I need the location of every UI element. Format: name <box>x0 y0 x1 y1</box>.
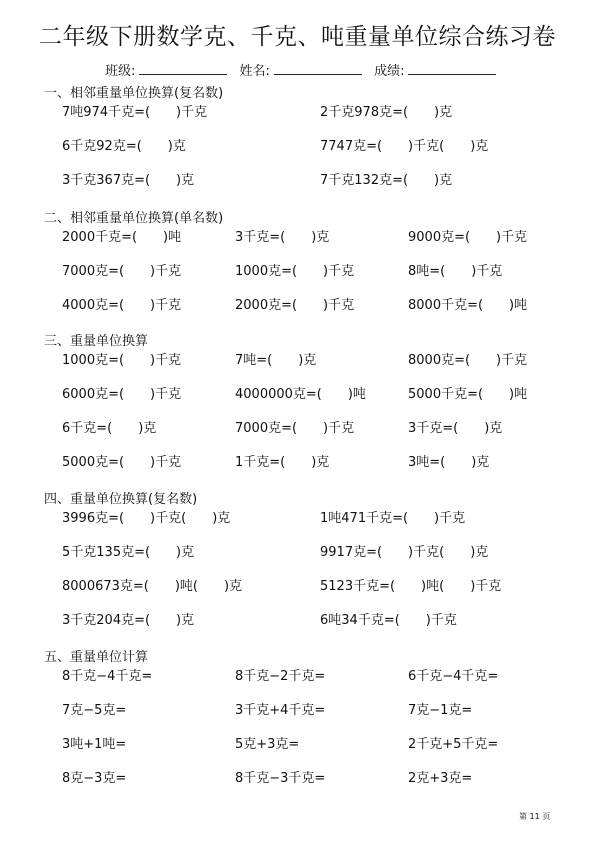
class-label: 班级: <box>105 64 136 79</box>
exercise-item[interactable]: 5克+3克= <box>235 737 300 752</box>
exercise-item[interactable]: 9000克=( )千克 <box>408 230 528 245</box>
worksheet-title: 二年级下册数学克、千克、吨重量单位综合练习卷 <box>39 24 556 50</box>
section-heading: 一、相邻重量单位换算(复名数) <box>44 86 224 101</box>
exercise-item[interactable]: 8000克=( )千克 <box>408 353 528 368</box>
exercise-item[interactable]: 3吨+1吨= <box>62 737 127 752</box>
exercise-item[interactable]: 9917克=( )千克( )克 <box>320 545 489 560</box>
exercise-item[interactable]: 6千克−4千克= <box>408 669 499 684</box>
exercise-item[interactable]: 5千克135克=( )克 <box>62 545 195 560</box>
exercise-item[interactable]: 2克+3克= <box>408 771 473 786</box>
exercise-item[interactable]: 8千克−4千克= <box>62 669 153 684</box>
exercise-item[interactable]: 2000克=( )千克 <box>235 298 355 313</box>
exercise-item[interactable]: 6千克=( )克 <box>62 421 157 436</box>
exercise-item[interactable]: 2千克+5千克= <box>408 737 499 752</box>
exercise-item[interactable]: 3千克=( )克 <box>235 230 330 245</box>
exercise-item[interactable]: 8克−3克= <box>62 771 127 786</box>
section-heading: 二、相邻重量单位换算(单名数) <box>44 211 224 226</box>
exercise-item[interactable]: 8千克−3千克= <box>235 771 326 786</box>
exercise-item[interactable]: 5123千克=( )吨( )千克 <box>320 579 502 594</box>
exercise-item[interactable]: 3吨=( )克 <box>408 455 490 470</box>
exercise-item[interactable]: 4000000克=( )吨 <box>235 387 366 402</box>
section-heading: 五、重量单位计算 <box>44 650 149 665</box>
exercise-item[interactable]: 3千克204克=( )克 <box>62 613 195 628</box>
page-number: 第 11 页 <box>519 812 551 821</box>
exercise-item[interactable]: 7747克=( )千克( )克 <box>320 139 489 154</box>
exercise-item[interactable]: 7000克=( )千克 <box>62 264 182 279</box>
exercise-item[interactable]: 1吨471千克=( )千克 <box>320 511 466 526</box>
exercise-item[interactable]: 7克−1克= <box>408 703 473 718</box>
score-label: 成绩: <box>374 64 405 79</box>
exercise-item[interactable]: 2000千克=( )吨 <box>62 230 182 245</box>
exercise-item[interactable]: 1000克=( )千克 <box>62 353 182 368</box>
exercise-item[interactable]: 5000千克=( )吨 <box>408 387 528 402</box>
exercise-item[interactable]: 3千克=( )克 <box>408 421 503 436</box>
exercise-item[interactable]: 8吨=( )千克 <box>408 264 503 279</box>
exercise-item[interactable]: 7克−5克= <box>62 703 127 718</box>
name-blank[interactable] <box>274 62 362 75</box>
exercise-item[interactable]: 6千克92克=( )克 <box>62 139 186 154</box>
student-info-line <box>105 60 504 79</box>
exercise-item[interactable]: 6000克=( )千克 <box>62 387 182 402</box>
exercise-item[interactable]: 7千克132克=( )克 <box>320 173 453 188</box>
section-heading: 四、重量单位换算(复名数) <box>44 492 198 507</box>
exercise-item[interactable]: 7000克=( )千克 <box>235 421 355 436</box>
section-heading: 三、重量单位换算 <box>44 334 149 349</box>
exercise-item[interactable]: 1千克=( )克 <box>235 455 330 470</box>
exercise-item[interactable]: 8千克−2千克= <box>235 669 326 684</box>
exercise-item[interactable]: 3千克367克=( )克 <box>62 173 195 188</box>
exercise-item[interactable]: 6吨34千克=( )千克 <box>320 613 457 628</box>
score-blank[interactable] <box>408 62 496 75</box>
exercise-item[interactable]: 2千克978克=( )克 <box>320 105 453 120</box>
exercise-item[interactable]: 1000克=( )千克 <box>235 264 355 279</box>
class-blank[interactable] <box>139 62 227 75</box>
exercise-item[interactable]: 5000克=( )千克 <box>62 455 182 470</box>
exercise-item[interactable]: 8000673克=( )吨( )克 <box>62 579 243 594</box>
exercise-item[interactable]: 3996克=( )千克( )克 <box>62 511 231 526</box>
exercise-item[interactable]: 4000克=( )千克 <box>62 298 182 313</box>
exercise-item[interactable]: 3千克+4千克= <box>235 703 326 718</box>
exercise-item[interactable]: 7吨=( )克 <box>235 353 317 368</box>
exercise-item[interactable]: 8000千克=( )吨 <box>408 298 528 313</box>
exercise-item[interactable]: 7吨974千克=( )千克 <box>62 105 208 120</box>
name-label: 姓名: <box>239 64 270 79</box>
